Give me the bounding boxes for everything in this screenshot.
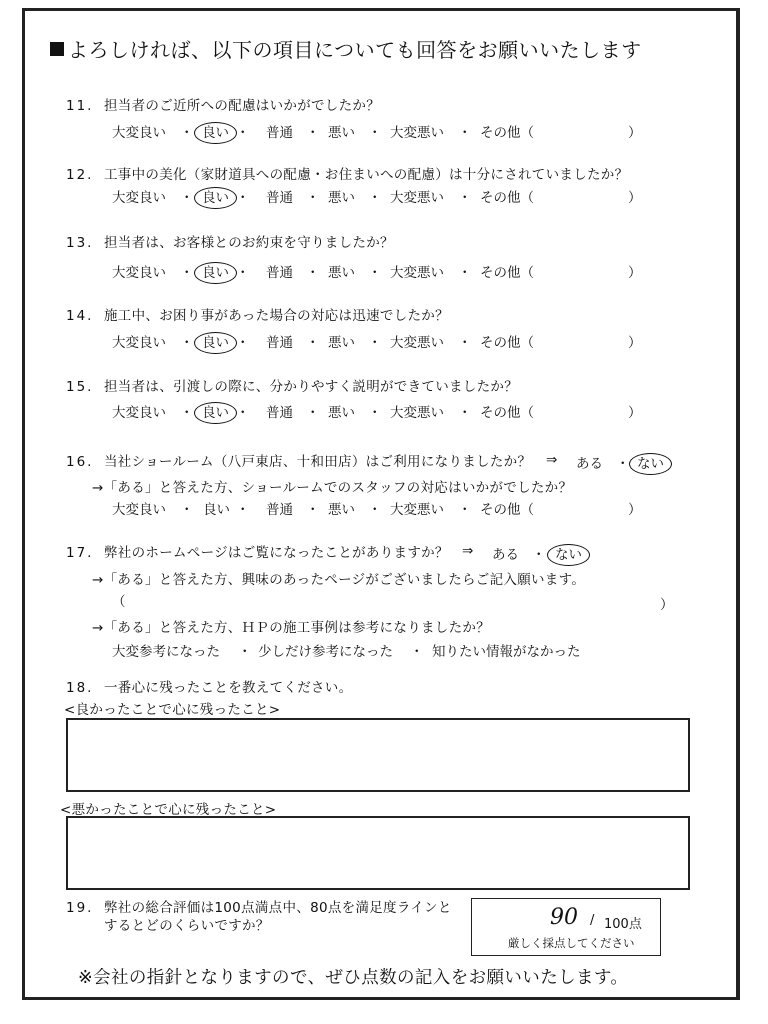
option-good[interactable]: [203, 186, 228, 206]
selected-circle: 良い: [194, 122, 237, 144]
bad-memory-textbox[interactable]: [66, 816, 690, 890]
rating-row-14: [0, 331, 768, 351]
separator: ・: [180, 265, 194, 281]
option-yes[interactable]: ある: [492, 547, 519, 563]
option-very-bad[interactable]: 大変悪い: [390, 335, 444, 351]
option-other[interactable]: その他（: [480, 502, 534, 518]
option-normal[interactable]: 普通: [266, 335, 293, 351]
selected-circle: ない: [629, 453, 672, 475]
separator: ・: [306, 335, 320, 351]
selected-circle: ない: [547, 544, 590, 566]
option-normal[interactable]: 普通: [266, 265, 293, 281]
option-normal[interactable]: 普通: [266, 502, 293, 518]
separator: ・: [458, 265, 472, 281]
selected-circle: 良い: [194, 187, 237, 209]
option-good[interactable]: 良い: [203, 502, 230, 518]
option-very-good[interactable]: 大変良い: [112, 502, 166, 518]
separator: ・: [180, 335, 194, 351]
separator: ・: [180, 502, 194, 518]
separator: ・: [180, 190, 194, 206]
score-box[interactable]: [471, 898, 661, 956]
question-19-line2: するとどのくらいですか？: [104, 918, 270, 934]
option-bad[interactable]: 悪い: [328, 190, 355, 206]
close-paren: ）: [628, 125, 642, 141]
separator: ・: [368, 190, 382, 206]
question-18: [66, 676, 352, 696]
question-number: 11.: [66, 98, 94, 114]
selected-circle: 良い: [194, 402, 237, 424]
separator: ・: [238, 644, 252, 660]
close-paren: ）: [628, 502, 642, 518]
separator: ・: [458, 125, 472, 141]
option-very-bad[interactable]: 大変悪い: [390, 265, 444, 281]
option-not-helpful[interactable]: 知りたい情報がなかった: [432, 644, 581, 660]
option-other[interactable]: その他（: [480, 405, 534, 421]
option-yes[interactable]: ある: [576, 456, 603, 472]
option-bad[interactable]: 悪い: [328, 125, 355, 141]
section-header: [50, 34, 642, 63]
selected-circle: 良い: [194, 262, 237, 284]
bad-memory-label: <悪かったことで心に残ったこと>: [60, 802, 277, 818]
rating-row-12: [0, 186, 768, 206]
separator: ・: [306, 125, 320, 141]
question-19: [66, 896, 452, 916]
option-very-bad[interactable]: 大変悪い: [390, 125, 444, 141]
option-good[interactable]: [203, 401, 228, 421]
close-paren: ）: [628, 405, 642, 421]
separator: ・: [368, 125, 382, 141]
question-14: [66, 304, 449, 324]
separator: ・: [306, 265, 320, 281]
q17-followup-examples: →「ある」と答えた方、ＨＰの施工事例は参考になりましたか？: [92, 620, 491, 636]
separator: ・: [368, 405, 382, 421]
separator: ・: [616, 456, 630, 472]
separator: ・: [236, 335, 250, 351]
option-normal[interactable]: 普通: [266, 405, 293, 421]
score-note: 厳しく採点してください: [508, 936, 635, 950]
separator: ・: [236, 190, 250, 206]
separator: ・: [368, 265, 382, 281]
good-memory-label: <良かったことで心に残ったこと>: [64, 702, 281, 718]
q17-options-row: [0, 640, 768, 660]
question-number: 15.: [66, 379, 94, 395]
score-slash: /: [590, 913, 595, 928]
black-square-icon: [50, 42, 64, 56]
option-very-bad[interactable]: 大変悪い: [390, 502, 444, 518]
option-good[interactable]: [203, 331, 228, 351]
score-total: 100点: [604, 917, 642, 932]
score-value: 90: [550, 905, 578, 930]
separator: ・: [236, 405, 250, 421]
option-very-bad[interactable]: 大変悪い: [390, 190, 444, 206]
separator: ・: [368, 502, 382, 518]
option-bad[interactable]: 悪い: [328, 265, 355, 281]
option-bad[interactable]: 悪い: [328, 335, 355, 351]
arrow-icon: ⇒: [546, 452, 558, 468]
question-text: 弊社の総合評価は100点満点中、80点を満足度ラインと: [104, 900, 452, 916]
separator: ・: [368, 335, 382, 351]
option-very-helpful[interactable]: 大変参考になった: [112, 644, 220, 660]
question-text: 施工中、お困り事があった場合の対応は迅速でしたか？: [104, 308, 449, 324]
question-13: [66, 231, 394, 251]
q17-followup-interest: →「ある」と答えた方、興味のあったページがございましたらご記入願います。: [92, 572, 586, 588]
question-number: 17.: [66, 545, 94, 561]
separator: ・: [306, 405, 320, 421]
question-15: [66, 375, 518, 395]
option-normal[interactable]: 普通: [266, 125, 293, 141]
rating-row-15: [0, 401, 768, 421]
separator: ・: [306, 502, 320, 518]
option-bad[interactable]: 悪い: [328, 405, 355, 421]
q16-followup: →「ある」と答えた方、ショールームでのスタッフの対応はいかがでしたか？: [92, 480, 573, 496]
question-12: [66, 163, 628, 183]
question-text: 弊社のホームページはご覧になったことがありますか？: [104, 545, 449, 561]
option-good[interactable]: [203, 261, 228, 281]
rating-row-13: [0, 261, 768, 281]
separator: ・: [180, 405, 194, 421]
option-other[interactable]: その他（: [480, 125, 534, 141]
question-number: 14.: [66, 308, 94, 324]
question-number: 18.: [66, 680, 94, 696]
option-good[interactable]: [203, 121, 228, 141]
option-normal[interactable]: 普通: [266, 190, 293, 206]
close-paren: ）: [628, 265, 642, 281]
separator: ・: [180, 125, 194, 141]
option-very-good[interactable]: 大変良い: [112, 190, 166, 206]
open-paren: （: [112, 594, 126, 610]
option-very-bad[interactable]: 大変悪い: [390, 405, 444, 421]
question-text: 担当者のご近所への配慮はいかがでしたか？: [104, 98, 380, 114]
option-bad[interactable]: 悪い: [328, 502, 355, 518]
option-slightly-helpful[interactable]: 少しだけ参考になった: [258, 644, 393, 660]
separator: ・: [458, 335, 472, 351]
option-no[interactable]: [556, 543, 581, 563]
question-text: 工事中の美化（家財道具への配慮・お住まいへの配慮）は十分にされていましたか？: [104, 167, 629, 183]
question-17: [66, 541, 449, 561]
question-text: 担当者は、引渡しの際に、分かりやすく説明ができていましたか？: [104, 379, 518, 395]
separator: ・: [458, 502, 472, 518]
arrow-icon: ⇒: [462, 543, 474, 559]
separator: ・: [458, 405, 472, 421]
question-number: 19.: [66, 900, 94, 916]
option-other[interactable]: その他（: [480, 265, 534, 281]
question-16: [66, 450, 531, 470]
question-text: 当社ショールーム（八戸東店、十和田店）はご利用になりましたか？: [104, 454, 532, 470]
separator: ・: [410, 644, 424, 660]
separator: ・: [532, 547, 546, 563]
question-number: 13.: [66, 235, 94, 251]
header-text: よろしければ、以下の項目についても回答をお願いいたします: [68, 38, 642, 62]
option-very-good[interactable]: 大変良い: [112, 405, 166, 421]
selected-circle: 良い: [194, 332, 237, 354]
option-no[interactable]: [638, 452, 663, 472]
option-very-good[interactable]: 大変良い: [112, 125, 166, 141]
question-text: 一番心に残ったことを教えてください。: [104, 680, 353, 696]
question-11: [66, 94, 380, 114]
footer-note: ※会社の指針となりますので、ぜひ点数の記入をお願いいたします。: [78, 968, 629, 988]
question-text: 担当者は、お客様とのお約束を守りましたか？: [104, 235, 394, 251]
separator: ・: [236, 502, 250, 518]
separator: ・: [306, 190, 320, 206]
interest-page-field[interactable]: [130, 588, 650, 608]
separator: ・: [458, 190, 472, 206]
rating-row-11: [0, 121, 768, 141]
option-other[interactable]: その他（: [480, 335, 534, 351]
option-other[interactable]: その他（: [480, 190, 534, 206]
close-paren: ）: [660, 597, 674, 613]
option-very-good[interactable]: 大変良い: [112, 265, 166, 281]
close-paren: ）: [628, 335, 642, 351]
question-number: 12.: [66, 167, 94, 183]
close-paren: ）: [628, 190, 642, 206]
rating-row-16: [0, 498, 768, 518]
separator: ・: [236, 265, 250, 281]
option-very-good[interactable]: 大変良い: [112, 335, 166, 351]
good-memory-textbox[interactable]: [66, 718, 690, 792]
question-number: 16.: [66, 454, 94, 470]
separator: ・: [236, 125, 250, 141]
